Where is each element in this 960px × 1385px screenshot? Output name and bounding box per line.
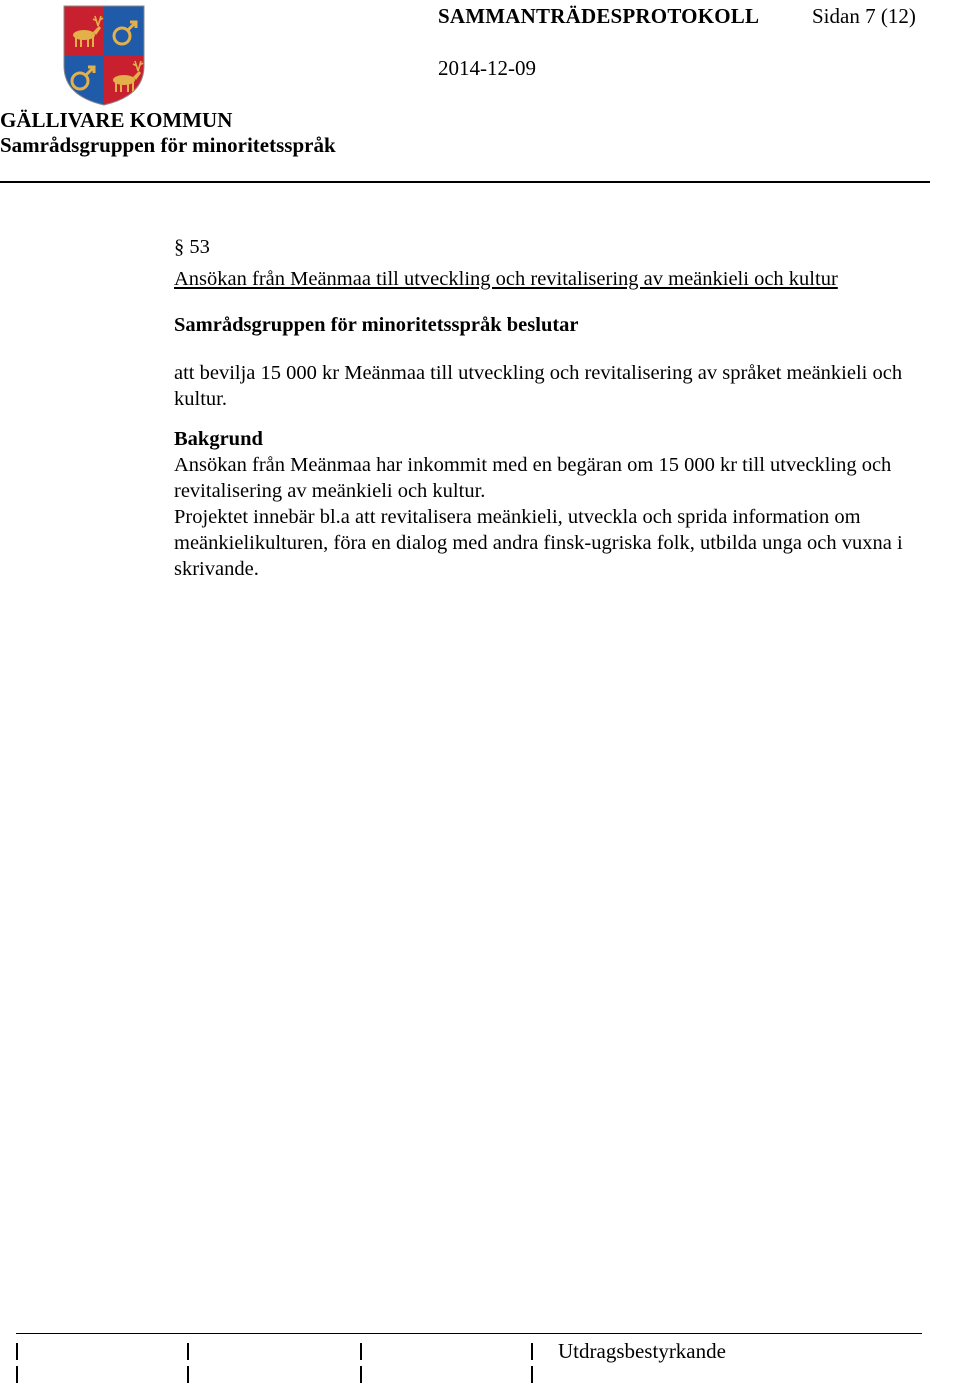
municipality-crest-icon [62,4,146,107]
certification-label: Utdragsbestyrkande [558,1339,726,1363]
signature-tick [531,1366,533,1383]
background-heading: Bakgrund [174,428,263,450]
protocol-section [174,234,960,582]
document-title: SAMMANTRÄDESPROTOKOLL [438,4,760,28]
project-text: Projektet innebär bl.a att revitalisera meänkieli, utveckla och sprida information om meänkielikulturen, föra en dialog med andra finsk-ugriska folk, utbilda unga och vuxna i skrivande. [174,506,903,580]
decision-text: att bevilja 15 000 kr Meänmaa till utveckling och revitalisering av språket meänkieli och kultur. [174,362,903,410]
signature-tick [360,1366,362,1383]
background-text: Ansökan från Meänmaa har inkommit med en begäran om 15 000 kr till utveckling och revitalisering av meänkieli och kultur. [174,454,892,502]
signature-tick [16,1343,18,1360]
decision-heading: Samrådsgruppen för minoritetsspråk beslutar [174,314,579,336]
organization-name: GÄLLIVARE KOMMUN [0,108,233,132]
organization-unit: Samrådsgruppen för minoritetsspråk [0,133,336,157]
page-number: Sidan 7 (12) [812,4,916,28]
signature-rule [16,1333,922,1334]
meeting-date: 2014-12-09 [438,56,536,80]
signature-tick [187,1366,189,1383]
signature-tick [531,1343,533,1360]
section-number: § 53 [174,236,210,258]
signature-tick [16,1366,18,1383]
signature-tick [360,1343,362,1360]
section-title: Ansökan från Meänmaa till utveckling och revitalisering av meänkieli och kultur [174,268,838,290]
signature-tick [187,1343,189,1360]
header-divider [0,181,930,183]
